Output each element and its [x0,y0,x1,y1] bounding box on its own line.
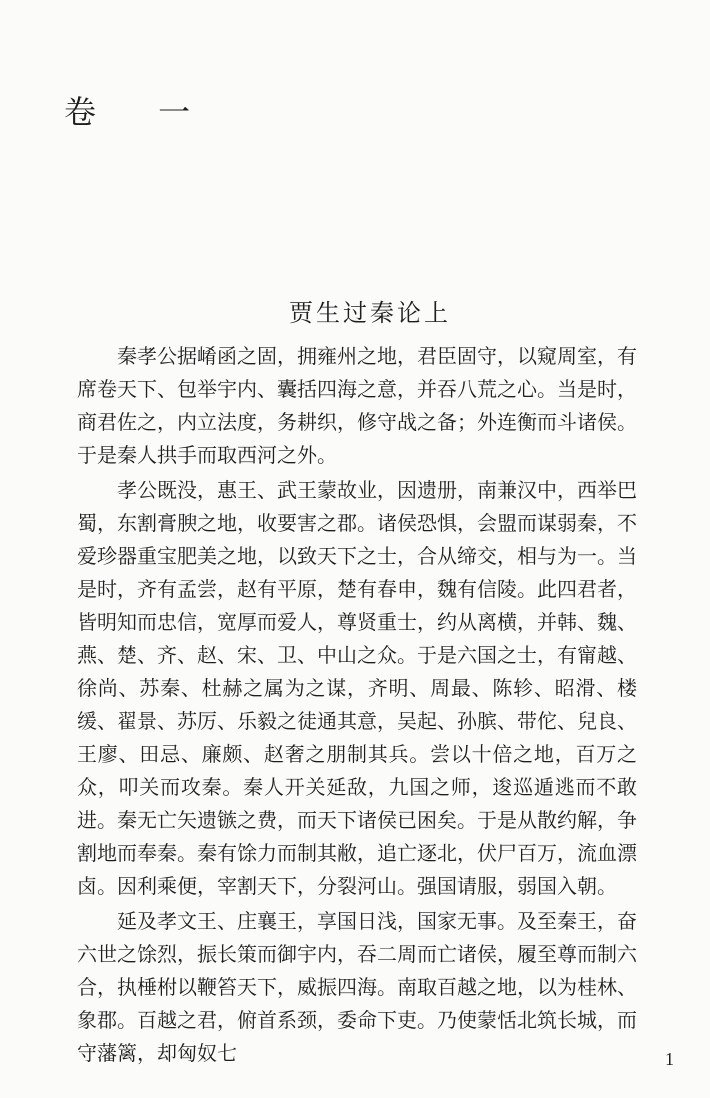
page-number: 1 [665,1049,674,1069]
paragraph-2: 孝公既没，惠王、武王蒙故业，因遗册，南兼汉中，西举巴蜀，东割膏腴之地，收要害之郡。诸侯恐惧，会盟而谋弱秦，不爱珍器重宝肥美之地，以致天下之士，合从缔交，相与为一。当是时，齐有孟尝，赵有平原，楚有春申，魏有信陵。此四君者，皆明知而忠信，宽厚而爱人，尊贤重士，约从离横，并韩、魏、燕、楚、齐、赵、宋、卫、中山之众。于是六国之士，有甯越、徐尚、苏秦、杜赫之属为之谋，齐明、周最、陈轸、昭滑、楼缓、翟景、苏厉、乐毅之徒通其意，吴起、孙膑、带佗、兒良、王廖、田忌、廉颇、赵奢之朋制其兵。尝以十倍之地，百万之众，叩关而攻秦。秦人开关延敌，九国之师，逡巡遁逃而不敢进。秦无亡矢遗镞之费，而天下诸侯已困矣。于是从散约解，争割地而奉秦。秦有馀力而制其敝，追亡逐北，伏尸百万，流血漂卤。因利乘便，宰割天下，分裂河山。强国请服，弱国入朝。 [77,478,637,898]
paragraph-1: 秦孝公据崤函之固，拥雍州之地，君臣固守，以窥周室，有席卷天下、包举宇内、囊括四海之意，并吞八荒之心。当是时，商君佐之，内立法度，务耕织，修守战之备；外连衡而斗诸侯。于是秦人拱手而取西河之外。 [77,344,637,467]
volume-title: 卷 一 [64,93,217,131]
section-title: 贾生过秦论上 [289,299,451,327]
paragraph-3: 延及孝文王、庄襄王，享国日浅，国家无事。及至秦王，奋六世之馀烈，振长策而御宇内，吞二周而亡诸侯，履至尊而制六合，执棰柎以鞭笞天下，威振四海。南取百越之地，以为桂林、象郡。百越之君，俯首系颈，委命下吏。乃使蒙恬北筑长城，而守藩篱，却匈奴七 [77,909,637,1065]
body-text [77,340,637,1070]
